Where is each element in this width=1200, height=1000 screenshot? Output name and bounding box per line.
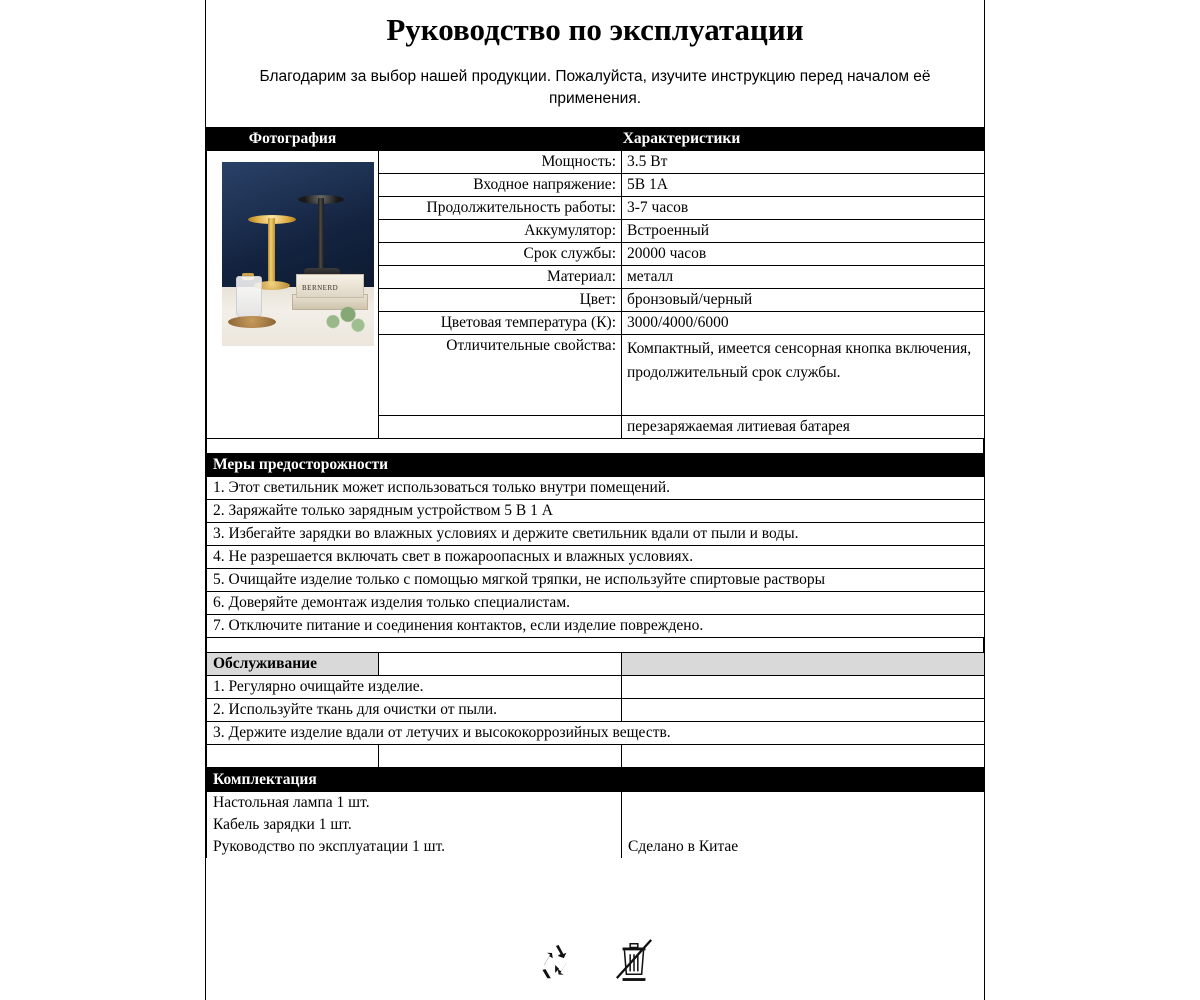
precaution-item: 1. Этот светильник может использоваться только внутри помещений. [207,476,985,499]
made-in-label: Сделано в Китае [622,836,985,858]
package-item: Настольная лампа 1 шт. [207,792,622,814]
section-spacer [206,638,984,652]
precautions-heading-filler [622,453,985,476]
spec-label: Материал: [379,265,622,288]
spec-label [379,415,622,438]
spec-value: перезаряжаемая литиевая батарея [622,415,985,438]
package-item: Кабель зарядки 1 шт. [207,814,622,836]
spec-label: Аккумулятор: [379,219,622,242]
spec-label: Отличительные свойства: [379,334,622,415]
precaution-item: 7. Отключите питание и соединения контактов, если изделие повреждено. [207,614,985,637]
maintenance-heading-filler-2 [622,652,985,675]
table-row [207,698,985,721]
package-header-row [207,768,985,791]
maintenance-heading-filler-1 [379,652,622,675]
precaution-item: 4. Не разрешается включать свет в пожароопасных и влажных условиях. [207,545,985,568]
specifications-table [206,127,985,439]
maintenance-item-filler [622,675,985,698]
footer-icons [206,936,984,982]
table-row [207,476,985,499]
precaution-item: 6. Доверяйте демонтаж изделия только специалистам. [207,591,985,614]
page-title: Руководство по эксплуатации [386,12,804,47]
maintenance-heading: Обслуживание [207,652,379,675]
table-row [207,675,985,698]
table-row [207,744,985,767]
spec-label: Цветовая температура (К): [379,311,622,334]
maintenance-item: 3. Держите изделие вдали от летучих и высококоррозийных веществ. [207,721,985,744]
table-row [207,499,985,522]
precaution-item: 2. Заряжайте только зарядным устройством 5 В 1 А [207,499,985,522]
table-row [207,545,985,568]
package-items-table [206,792,985,858]
spec-header-specs: Характеристики [379,127,985,150]
maintenance-item: 2. Используйте ткань для очистки от пыли. [207,698,622,721]
spec-value: металл [622,265,985,288]
spec-value: 20000 часов [622,242,985,265]
spec-value: бронзовый/черный [622,288,985,311]
precaution-item: 3. Избегайте зарядки во влажных условиях и держите светильник вдали от пыли и воды. [207,522,985,545]
spec-row [207,150,985,173]
spec-label: Мощность: [379,150,622,173]
spec-header-photo: Фотография [207,127,379,150]
spec-label: Продолжительность работы: [379,196,622,219]
package-heading: Комплектация [207,768,379,791]
spec-value: 5В 1А [622,173,985,196]
section-spacer [206,439,984,453]
spec-value: Встроенный [622,219,985,242]
table-row [207,591,985,614]
table-row [207,614,985,637]
table-row [207,836,985,858]
table-row [207,568,985,591]
spec-label: Срок службы: [379,242,622,265]
spec-table-header-row [207,127,985,150]
package-table [206,768,985,792]
package-heading-filler-2 [622,768,985,791]
precautions-heading: Меры предосторожности [207,453,622,476]
spec-value: 3.5 Вт [622,150,985,173]
package-item: Руководство по эксплуатации 1 шт. [207,836,622,858]
precautions-header-row [207,453,985,476]
document-sheet [205,0,985,1000]
table-row [207,792,985,814]
package-item-filler [622,792,985,814]
maintenance-header-row [207,652,985,675]
recycle-icon [535,940,577,982]
package-item-filler [622,814,985,836]
maintenance-empty-cell [207,744,379,767]
product-photo: BERNERD [222,162,374,346]
maintenance-empty-cell [379,744,622,767]
package-heading-filler-1 [379,768,622,791]
spec-label: Входное напряжение: [379,173,622,196]
spec-value: 3000/4000/6000 [622,311,985,334]
spec-value: Компактный, имеется сенсорная кнопка включения, продолжительный срок службы. [622,334,985,415]
maintenance-item-filler [622,698,985,721]
intro-paragraph: Благодарим за выбор нашей продукции. Пожалуйста, изучите инструкцию перед началом её применения. [259,68,931,108]
spec-value: 3-7 часов [622,196,985,219]
weee-crossed-out-bin-icon [613,936,655,982]
precautions-table [206,453,985,638]
maintenance-item: 1. Регулярно очищайте изделие. [207,675,622,698]
spec-label: Цвет: [379,288,622,311]
maintenance-empty-cell [622,744,985,767]
table-row [207,721,985,744]
product-photo-cell [207,150,379,438]
table-row [207,814,985,836]
table-row [207,522,985,545]
maintenance-table [206,652,985,768]
precaution-item: 5. Очищайте изделие только с помощью мягкой тряпки, не используйте спиртовые растворы [207,568,985,591]
